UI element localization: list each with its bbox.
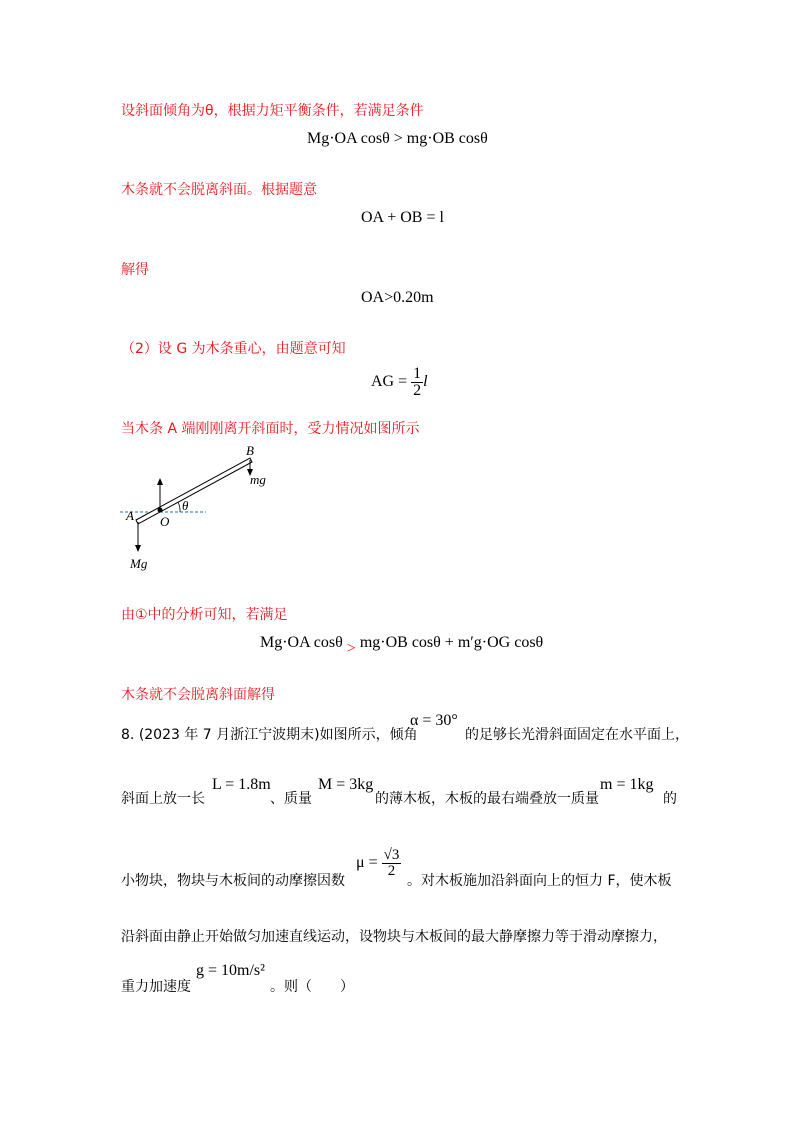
equation-rhs: l bbox=[423, 373, 428, 391]
equation-torque-balance: Mg·OA cosθ > mg·OB cosθ bbox=[307, 130, 488, 147]
question-text-5: 的 bbox=[663, 791, 677, 807]
arrowhead-Mg bbox=[135, 545, 141, 552]
wooden-plank bbox=[136, 458, 252, 524]
label-Mg: Mg bbox=[130, 556, 148, 571]
question-text-1: 的足够长光滑斜面固定在水平面上， bbox=[465, 727, 689, 743]
solution-line-1: 设斜面倾角为θ，根据力矩平衡条件，若满足条件 bbox=[121, 103, 424, 119]
mu-denominator: 2 bbox=[387, 863, 396, 879]
solution-line-5: 当木条 A 端刚刚离开斜面时，受力情况如图所示 bbox=[121, 421, 420, 437]
fraction-denominator: 2 bbox=[413, 382, 422, 399]
question-text-3: 、质量 bbox=[270, 791, 312, 807]
equation-condition bbox=[260, 634, 544, 657]
equation-lhs: AG = bbox=[371, 373, 412, 391]
question-line-1 bbox=[121, 724, 418, 744]
question-text-6: 小物块，物块与木板间的动摩擦因数 bbox=[121, 873, 345, 889]
label-theta: θ bbox=[182, 498, 189, 513]
mu-symbol: μ = bbox=[356, 854, 378, 872]
length-value: L = 1.8m bbox=[212, 776, 271, 793]
arrowhead-up bbox=[157, 478, 163, 485]
fraction-numerator: 1 bbox=[413, 365, 422, 382]
question-text-8: 沿斜面由静止开始做匀加速直线运动，设物块与木板间的最大静摩擦力等于滑动摩擦力， bbox=[121, 929, 667, 945]
question-text-10: 。则（ ） bbox=[270, 979, 354, 995]
mass-board-value: M = 3kg bbox=[318, 776, 374, 793]
alpha-value: α = 30° bbox=[410, 712, 458, 729]
friction-coefficient bbox=[356, 848, 401, 879]
question-text-9: 重力加速度 bbox=[121, 979, 191, 995]
equation-center-of-mass bbox=[371, 366, 428, 399]
equation-result-oa: OA>0.20m bbox=[361, 289, 434, 306]
force-diagram bbox=[118, 440, 298, 580]
gravity-value: g = 10m/s² bbox=[196, 962, 265, 979]
label-A: A bbox=[126, 508, 134, 523]
equation-length-sum: OA + OB = l bbox=[361, 209, 444, 226]
solution-line-6: 由①中的分析可知，若满足 bbox=[121, 607, 288, 623]
question-number: 8. bbox=[121, 727, 135, 743]
solution-line-2: 木条就不会脱离斜面。根据题意 bbox=[121, 182, 317, 198]
label-O: O bbox=[160, 514, 170, 529]
question-source: (2023 年 7 月浙江宁波期末)如图所示，倾角 bbox=[138, 727, 418, 743]
question-text-7: 。对木板施加沿斜面向上的恒力 F，使木板 bbox=[407, 873, 672, 889]
mu-fraction bbox=[382, 848, 402, 879]
greater-than-sign: > bbox=[346, 640, 356, 657]
mu-numerator: √3 bbox=[383, 847, 400, 863]
angle-arc bbox=[178, 502, 180, 512]
label-B: B bbox=[246, 443, 254, 458]
solution-line-4: （2）设 G 为木条重心，由题意可知 bbox=[121, 341, 346, 357]
equation-left: Mg·OA cosθ bbox=[260, 634, 343, 651]
equation-right: mg·OB cosθ + m′g·OG cosθ bbox=[359, 634, 544, 651]
solution-line-7: 木条就不会脱离斜面解得 bbox=[121, 687, 275, 703]
solution-line-3: 解得 bbox=[121, 262, 149, 278]
label-mg: mg bbox=[250, 472, 266, 487]
mass-block-value: m = 1kg bbox=[600, 776, 654, 793]
question-text-4: 的薄木板，木板的最右端叠放一质量 bbox=[375, 791, 599, 807]
question-text-2: 斜面上放一长 bbox=[121, 791, 205, 807]
fraction bbox=[411, 366, 423, 399]
